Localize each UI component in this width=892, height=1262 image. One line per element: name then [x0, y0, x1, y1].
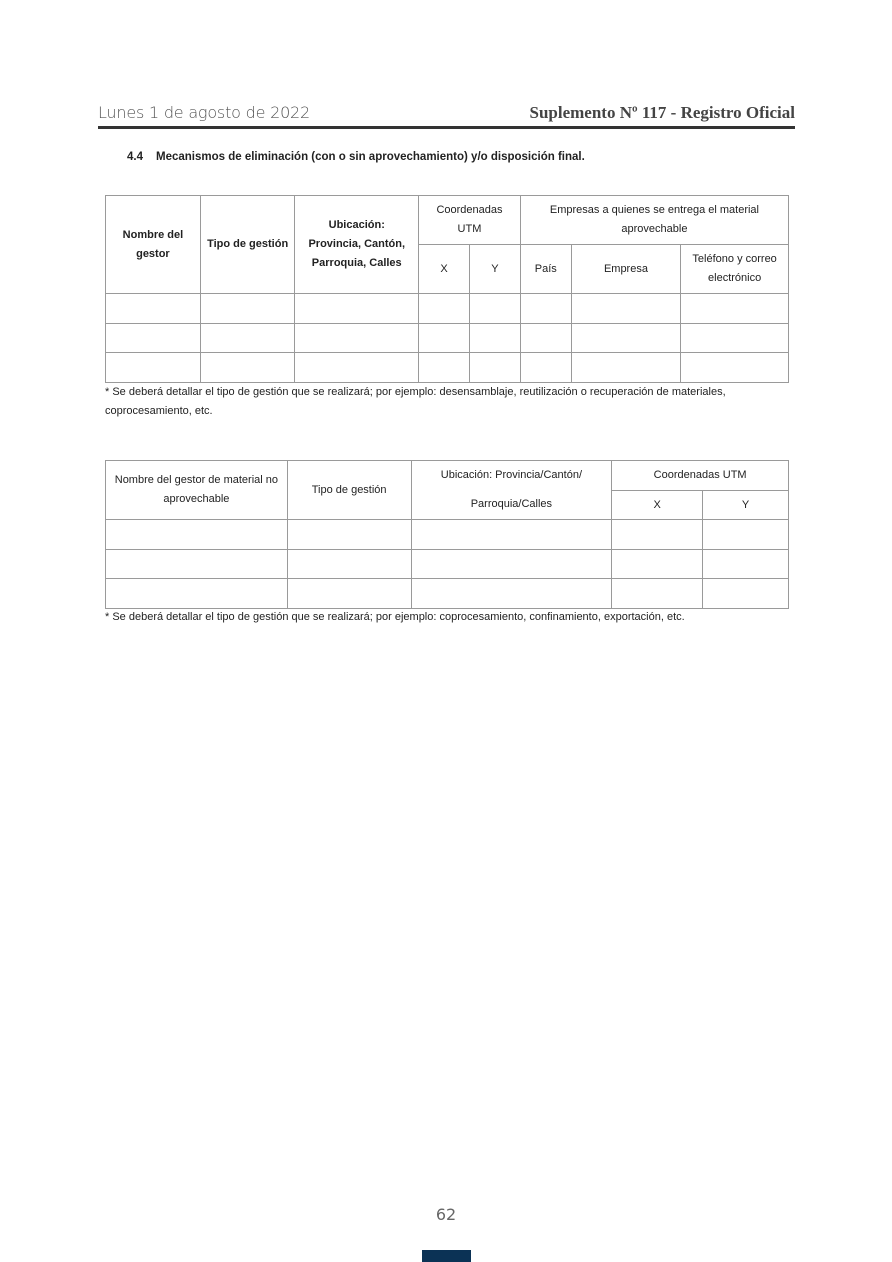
col-header-coordenadas: Coordenadas UTM	[419, 196, 521, 245]
col-header-y: Y	[469, 245, 520, 294]
table-cell[interactable]	[419, 294, 470, 324]
table-cell[interactable]	[681, 294, 789, 324]
table-cell[interactable]	[703, 550, 789, 579]
table-cell[interactable]	[411, 550, 612, 579]
col-header-coordenadas: Coordenadas UTM	[612, 461, 789, 491]
table-cell[interactable]	[520, 294, 571, 324]
table-cell[interactable]	[703, 579, 789, 609]
table-row	[106, 324, 789, 353]
table-cell[interactable]	[571, 324, 681, 353]
table-row	[106, 579, 789, 609]
header-rule	[98, 126, 795, 129]
table-cell[interactable]	[106, 550, 288, 579]
table-cell[interactable]	[571, 353, 681, 383]
table-cell[interactable]	[106, 579, 288, 609]
table-cell[interactable]	[200, 294, 295, 324]
table-cell[interactable]	[681, 324, 789, 353]
table-cell[interactable]	[520, 324, 571, 353]
col-header-x: X	[612, 491, 703, 520]
table-cell[interactable]	[612, 550, 703, 579]
table-cell[interactable]	[612, 520, 703, 550]
table-cell[interactable]	[287, 550, 411, 579]
table-cell[interactable]	[520, 353, 571, 383]
table-cell[interactable]	[703, 520, 789, 550]
table-cell[interactable]	[295, 294, 419, 324]
col-header-ubicacion: Ubicación: Provincia, Cantón, Parroquia, Calles	[295, 196, 419, 294]
table-cell[interactable]	[411, 579, 612, 609]
table-cell[interactable]	[106, 353, 201, 383]
table-cell[interactable]	[106, 520, 288, 550]
table-cell[interactable]	[287, 520, 411, 550]
col-header-nombre: Nombre del gestor	[106, 196, 201, 294]
table-cell[interactable]	[419, 353, 470, 383]
table-cell[interactable]	[469, 353, 520, 383]
ubicacion-line-1: Ubicación: Provincia/Cantón/	[440, 469, 583, 481]
table-cell[interactable]	[106, 294, 201, 324]
footer-bar	[422, 1250, 471, 1262]
table-row	[106, 520, 789, 550]
page-number: 62	[435, 1205, 457, 1224]
col-header-tipo: Tipo de gestión	[200, 196, 295, 294]
col-header-tipo: Tipo de gestión	[287, 461, 411, 520]
table-cell[interactable]	[287, 579, 411, 609]
table-cell[interactable]	[612, 579, 703, 609]
table2-note: * Se deberá detallar el tipo de gestión que se realizará; por ejemplo: coprocesamiento, confinamiento, exportación, etc.	[105, 611, 685, 623]
table-cell[interactable]	[469, 324, 520, 353]
header-date: Lunes 1 de agosto de 2022	[98, 103, 311, 122]
table-cell[interactable]	[200, 353, 295, 383]
col-header-telefono: Teléfono y correo electrónico	[681, 245, 789, 294]
col-header-x: X	[419, 245, 470, 294]
col-header-pais: País	[520, 245, 571, 294]
table-cell[interactable]	[681, 353, 789, 383]
table-cell[interactable]	[469, 294, 520, 324]
table-aprovechable	[105, 195, 789, 383]
table1-note: * Se deberá detallar el tipo de gestión que se realizará; por ejemplo: desensamblaje, reutilización o recuperación de materiales, coprocesamiento, etc.	[105, 386, 726, 417]
section-title: Mecanismos de eliminación (con o sin aprovechamiento) y/o disposición final.	[156, 151, 585, 163]
col-header-empresa: Empresa	[571, 245, 681, 294]
table-row	[106, 353, 789, 383]
table-cell[interactable]	[106, 324, 201, 353]
section-number: 4.4	[127, 151, 143, 163]
table-cell[interactable]	[295, 324, 419, 353]
col-header-y: Y	[703, 491, 789, 520]
table-cell[interactable]	[295, 353, 419, 383]
header-publication: Suplemento Nº 117 - Registro Oficial	[529, 103, 795, 122]
table-cell[interactable]	[571, 294, 681, 324]
table-row	[106, 550, 789, 579]
section-heading	[127, 151, 585, 163]
col-header-empresas: Empresas a quienes se entrega el material aprovechable	[520, 196, 788, 245]
col-header-nombre: Nombre del gestor de material no aprovechable	[106, 461, 288, 520]
table-cell[interactable]	[200, 324, 295, 353]
table-cell[interactable]	[411, 520, 612, 550]
table-cell[interactable]	[419, 324, 470, 353]
ubicacion-line-2: Parroquia/Calles	[470, 498, 553, 510]
col-header-ubicacion	[411, 461, 612, 520]
table-no-aprovechable	[105, 460, 789, 609]
table-row	[106, 294, 789, 324]
